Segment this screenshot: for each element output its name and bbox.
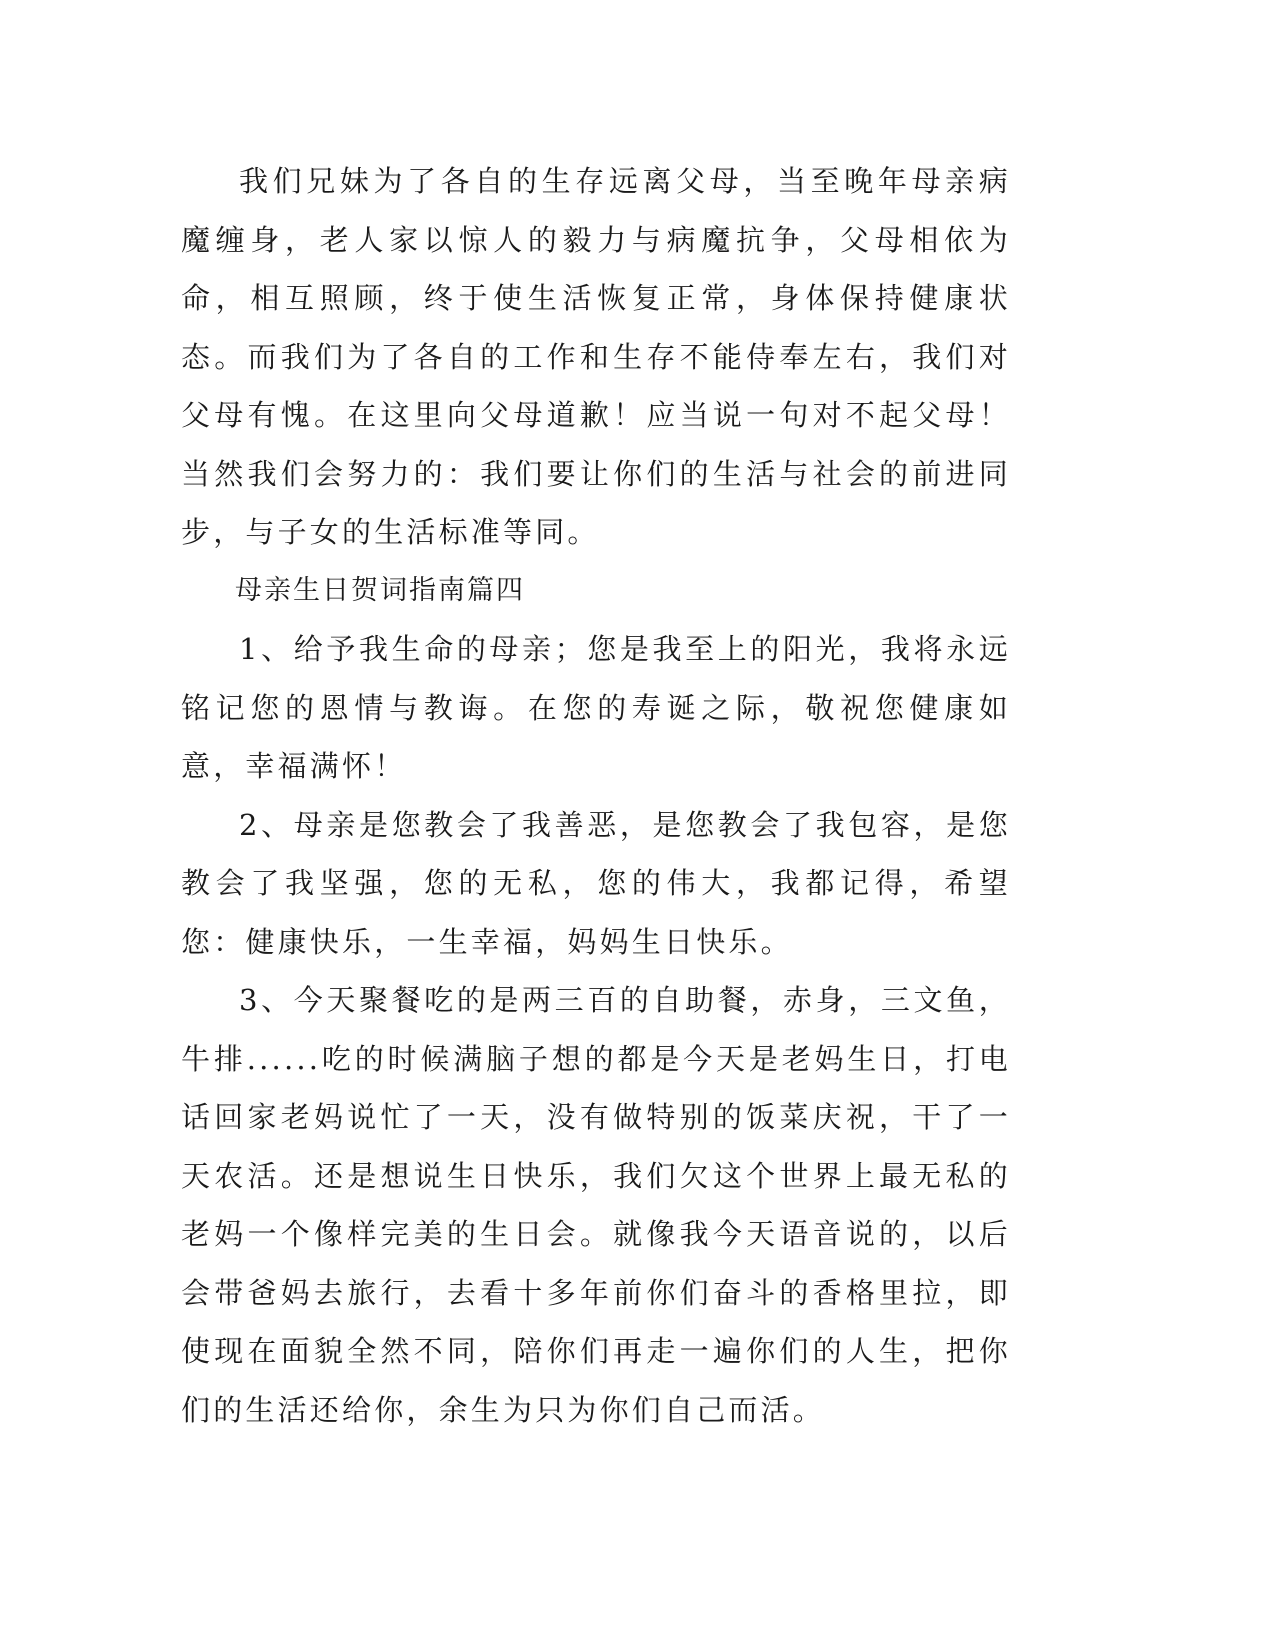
paragraph-intro: 我们兄妹为了各自的生存远离父母，当至晚年母亲病魔缠身，老人家以惊人的毅力与病魔抗争，父母相依为命，相互照顾，终于使生活恢复正常，身体保持健康状态。而我们为了各自的工作和生存不能侍奉左右，我们对父母有愧。在这里向父母道歉！应当说一句对不起父母！当然我们会努力的：我们要让你们的生活与社会的前进同步，与子女的生活标准等同。 [181, 164, 1011, 549]
document-body [181, 152, 1011, 1439]
list-item-2: 2、母亲是您教会了我善恶，是您教会了我包容，是您教会了我坚强，您的无私，您的伟大，我都记得，希望您：健康快乐，一生幸福，妈妈生日快乐。 [181, 807, 1011, 959]
list-item-3: 3、今天聚餐吃的是两三百的自助餐，赤身，三文鱼，牛排......吃的时候满脑子想的都是今天是老妈生日，打电话回家老妈说忙了一天，没有做特别的饭菜庆祝，干了一天农活。还是想说生日快乐，我们欠这个世界上最无私的老妈一个像样完美的生日会。就像我今天语音说的，以后会带爸妈去旅行，去看十多年前你们奋斗的香格里拉，即使现在面貌全然不同，陪你们再走一遍你们的人生，把你们的生活还给你，余生为只为你们自己而活。 [181, 983, 1011, 1427]
list-item-1: 1、给予我生命的母亲；您是我至上的阳光，我将永远铭记您的恩情与教诲。在您的寿诞之际，敬祝您健康如意，幸福满怀！ [181, 632, 1011, 783]
section-heading: 母亲生日贺词指南篇四 [235, 574, 525, 606]
